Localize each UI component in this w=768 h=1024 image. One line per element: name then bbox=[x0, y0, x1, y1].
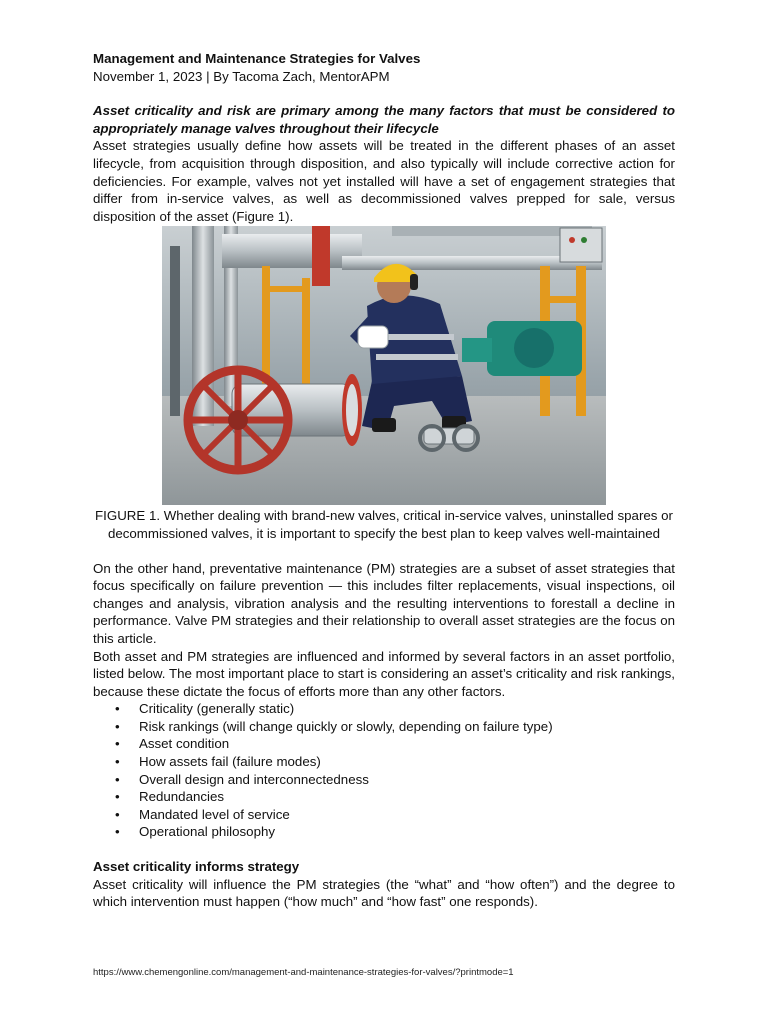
bullet-glyph: • bbox=[115, 824, 120, 840]
bullet-glyph: • bbox=[115, 718, 120, 734]
bullet-glyph: • bbox=[115, 806, 120, 822]
list-item: • Risk rankings (will change quickly or slowly, depending on failure type) bbox=[115, 718, 553, 734]
list-item: • Asset condition bbox=[115, 736, 230, 752]
bullet-glyph: • bbox=[115, 789, 120, 805]
section-heading: Asset criticality informs strategy bbox=[93, 859, 300, 875]
article-lead: Asset criticality and risk are primary among the many factors that must be considered to appropriately manage valves throughout their lifecycle bbox=[93, 103, 675, 136]
bullet-glyph: • bbox=[115, 701, 120, 717]
list-item: • Mandated level of service bbox=[115, 806, 290, 822]
list-item: • Operational philosophy bbox=[115, 824, 276, 840]
article bbox=[93, 50, 675, 911]
bullet-glyph: • bbox=[115, 754, 120, 770]
technician-valve-illustration bbox=[162, 226, 606, 505]
article-byline: November 1, 2023 | By Tacoma Zach, MentorAPM bbox=[93, 68, 390, 84]
list-item: • Redundancies bbox=[115, 789, 225, 805]
paragraph-pm-strategies: On the other hand, preventative maintenance (PM) strategies are a subset of asset strategies that focus specifically on failure prevention — this includes filter replacements, visual inspections, oil changes and analysis, vibration analysis and the resulting interventions to forestall a decline in performance. Valve PM strategies and their relationship to overall asset strategies are the focus on this article. bbox=[93, 560, 675, 646]
factors-list bbox=[93, 700, 675, 841]
figure-1-photo bbox=[162, 226, 606, 505]
paragraph-criticality: Asset criticality will influence the PM strategies (the “what” and “how often”) and the degree to which intervention must happen (“how much” and “how fast” one responds). bbox=[93, 876, 675, 910]
footer-url: https://www.chemengonline.com/management-and-maintenance-strategies-for-valves/?printmode=1 bbox=[93, 967, 514, 978]
bullet-glyph: • bbox=[115, 736, 120, 752]
article-title: Management and Maintenance Strategies for Valves bbox=[93, 51, 421, 66]
figure-1-caption: FIGURE 1. Whether dealing with brand-new valves, critical in-service valves, uninstalled spares or decommissioned valves, it is important to specify the best plan to keep valves well-maintained bbox=[95, 508, 673, 541]
paragraph-factors-intro: Both asset and PM strategies are influenced and informed by several factors in an asset portfolio, listed below. The most important place to start is considering an asset’s criticality and risk rankings, because these dictate the focus of efforts more than any other factors. bbox=[93, 648, 675, 699]
paragraph-asset-strategies: Asset strategies usually define how assets will be treated in the different phases of an asset lifecycle, from acquisition through disposition, and also typically will include corrective action for deficiencies. For example, valves not yet installed will have a set of engagement strategies that differ from in-service valves, as well as decommissioned valves prepped for sale, versus disposition of the asset (Figure 1). bbox=[93, 138, 675, 224]
list-item: • Criticality (generally static) bbox=[115, 701, 295, 717]
bullet-glyph: • bbox=[115, 771, 120, 787]
list-item: • Overall design and interconnectedness bbox=[115, 771, 369, 787]
list-item: • How assets fail (failure modes) bbox=[115, 754, 321, 770]
